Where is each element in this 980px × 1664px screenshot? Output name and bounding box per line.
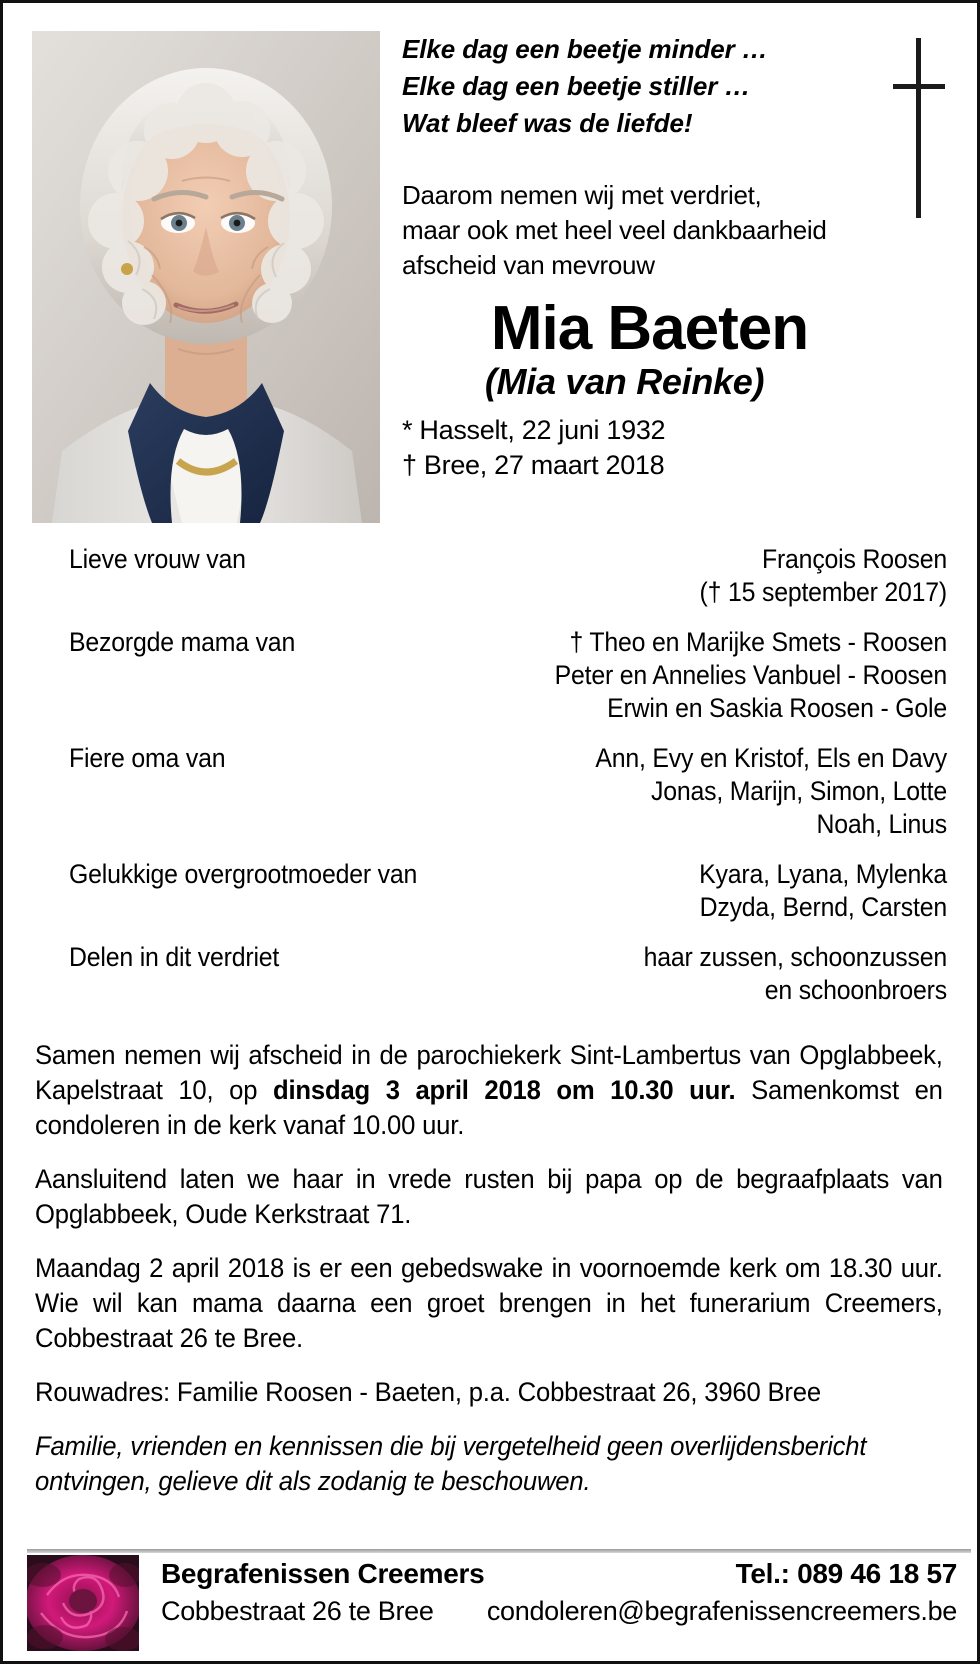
life-dates [402, 413, 957, 483]
relation-label: Gelukkige overgrootmoeder van [69, 859, 418, 889]
relation-name-line: haar zussen, schoonzussen [643, 942, 947, 972]
company-name: Begrafenissen Creemers [161, 1558, 485, 1589]
lead-line: maar ook met heel veel dankbaarheid [402, 215, 827, 245]
family-row [69, 626, 947, 725]
paragraph-service [35, 1038, 943, 1143]
paragraph-vigil: Maandag 2 april 2018 is er een gebedswake in voornoemde kerk om 18.30 uur. Wie wil kan mama daarna een groet brengen in het funerarium Creemers, Cobbestraat 26 te Bree. [35, 1253, 943, 1353]
paragraph-burial: Aansluitend laten we haar in vrede rusten bij papa op de begraafplaats van Opglabbeek, Oude Kerkstraat 71. [35, 1164, 943, 1229]
poem-line: Wat bleef was de liefde! [402, 108, 693, 138]
relation-name-line: Erwin en Saskia Roosen - Gole [607, 693, 947, 723]
portrait-illustration [32, 31, 380, 523]
relation-names [535, 543, 947, 609]
relation-label: Delen in dit verdriet [69, 942, 280, 972]
rose-photo-icon [27, 1555, 139, 1651]
company-phone[interactable]: Tel.: 089 46 18 57 [735, 1558, 957, 1589]
company-address: Cobbestraat 26 te Bree [161, 1596, 434, 1626]
relation-name-line: Ann, Evy en Kristof, Els en Davy [595, 743, 947, 773]
ceremony-details [3, 1024, 977, 1499]
footer-company-block [161, 1555, 484, 1629]
paragraph-notice: Familie, vrienden en kennissen die bij vergetelheid geen overlijdensbericht ontvingen, gelieve dit als zodanig te beschouwen. [35, 1431, 867, 1496]
top-section [3, 3, 977, 523]
relation-name-line: Jonas, Marijn, Simon, Lotte [650, 776, 947, 806]
service-post: Samenkomst en condoleren in de kerk vanaf 10.00 uur. [35, 1075, 943, 1140]
family-row [69, 742, 947, 841]
family-row [69, 543, 947, 609]
top-right-text [380, 31, 977, 523]
rose-illustration [27, 1555, 139, 1651]
relation-name-line: Dzyda, Bernd, Carsten [699, 892, 947, 922]
relation-label: Bezorgde mama van [69, 627, 296, 657]
footer-contact-block [487, 1555, 957, 1629]
footer-columns [139, 1555, 957, 1629]
announcement-lead [402, 178, 957, 283]
relation-name-line: François Roosen [761, 544, 947, 574]
portrait-photo [32, 31, 380, 523]
poem-line: Elke dag een beetje minder … [402, 34, 768, 64]
service-datetime: dinsdag 3 april 2018 om 10.30 uur. [273, 1075, 736, 1105]
family-row [69, 858, 947, 924]
relation-name-line: Kyara, Lyana, Mylenka [699, 859, 947, 889]
latin-cross-icon [893, 38, 945, 218]
family-row [69, 941, 947, 1007]
lead-line: Daarom nemen wij met verdriet, [402, 180, 762, 210]
relation-name-line: Noah, Linus [816, 809, 947, 839]
relation-label: Lieve vrouw van [69, 544, 246, 574]
poem [402, 31, 957, 142]
relation-names [535, 941, 947, 1007]
poem-line: Elke dag een beetje stiller … [402, 71, 751, 101]
relation-names [535, 858, 947, 924]
cross-vertical-bar [916, 38, 921, 218]
paragraph-mourning-address: Rouwadres: Familie Roosen - Baeten, p.a. Cobbestraat 26, 3960 Bree [35, 1377, 821, 1407]
company-email[interactable]: condoleren@begrafenissencreemers.be [486, 1596, 957, 1626]
service-pre: Samen nemen wij afscheid in de parochiekerk Sint-Lambertus van Opglabbeek, Kapelstraat 10, op [35, 1040, 943, 1105]
footer-divider [27, 1549, 971, 1553]
relation-names [535, 626, 947, 725]
relation-name-line: † Theo en Marijke Smets - Roosen [569, 627, 947, 657]
relation-name-line: († 15 september 2017) [699, 577, 947, 607]
deceased-nickname: (Mia van Reinke) [484, 361, 765, 402]
relation-label: Fiere oma van [69, 743, 226, 773]
relation-names [535, 742, 947, 841]
lead-line: afscheid van mevrouw [402, 250, 655, 280]
deceased-name: Mia Baeten [490, 294, 809, 363]
footer [27, 1555, 957, 1651]
birth-date: * Hasselt, 22 juni 1932 [402, 415, 666, 445]
relation-name-line: Peter en Annelies Vanbuel - Roosen [554, 660, 947, 690]
family-relations [3, 543, 977, 1007]
death-date: † Bree, 27 maart 2018 [402, 450, 665, 480]
relation-name-line: en schoonbroers [764, 975, 947, 1005]
cross-horizontal-bar [893, 84, 945, 89]
